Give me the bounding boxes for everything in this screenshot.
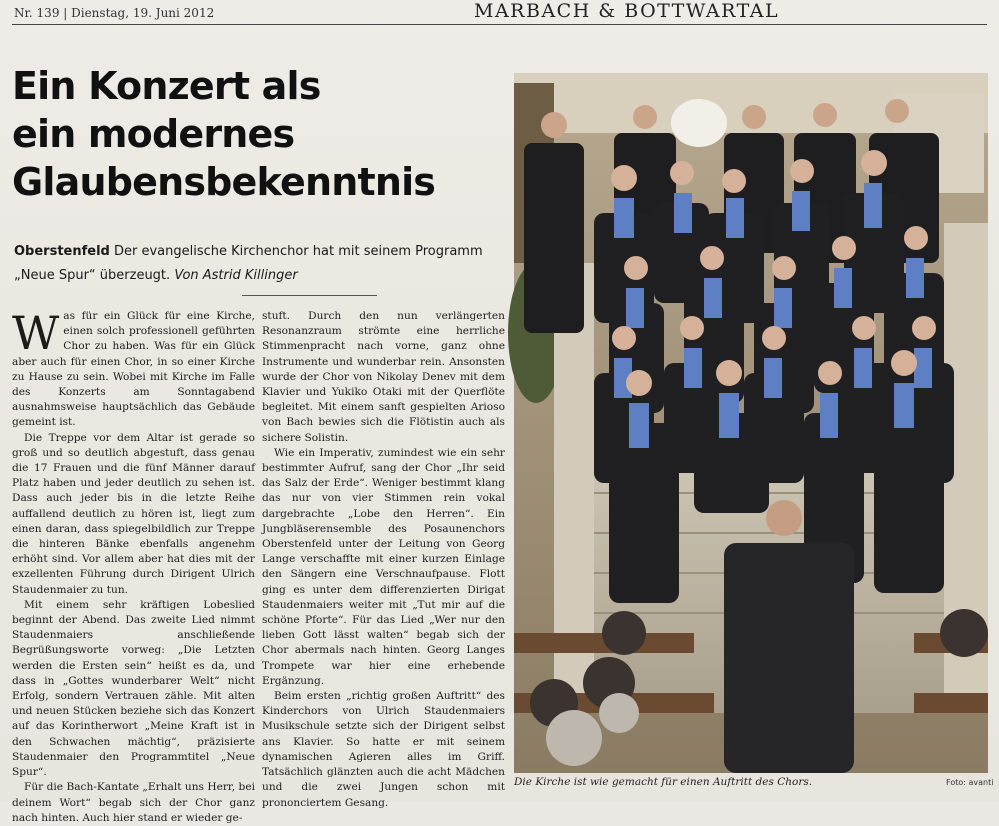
article-paragraph: Was für ein Glück für eine Kirche, einen solch professionell geführten Chor zu haben. Was für ein Glück aber auch für einen Chor, in so einer Kirche zu Hause zu sein. Wobei mit Kirche im Falle des Konzerts am Sonntagabend ausnahmsweise hauptsächlich das Gebäude gemeint ist. xyxy=(12,306,255,429)
article-paragraph: Wie ein Imperativ, zumindest wie ein sehr bestimmter Aufruf, sang der Chor „Ihr seid das Salz der Erde“. Weniger bestimmt klang das nur von vier Stimmen rein vokal dargebrachte „Lobe den Herren“. Ein Jungbläserensemble des Posaunenchors Oberstenfeld unter der Leitung von Georg Lange verschaffte mit einer kurzen Einlage den Sängern eine Verschnaufpause. Flott ging es unter dem differenzierten Dirigat Staudenmaiers weiter mit „Tut mir auf die schöne Pforte“. Für das Lied „Wer nur den lieben Gott lässt walten“ begab sich der Chor abermals nach hinten. Georg Langes Trompete war hier eine erhebende Ergänzung. xyxy=(262,446,505,687)
issue-info: Nr. 139 | Dienstag, 19. Juni 2012 xyxy=(14,6,215,20)
article-headline xyxy=(12,62,492,206)
headline-line: ein modernes xyxy=(12,112,295,156)
dropcap: W xyxy=(12,306,60,360)
headline-line: Glaubensbekenntnis xyxy=(12,160,436,204)
section-title: MARBACH & BOTTWARTAL xyxy=(474,0,780,22)
article-subhead xyxy=(14,240,504,288)
header-rule xyxy=(12,24,987,25)
article-column-1 xyxy=(12,306,255,826)
article-paragraph: Die Treppe vor dem Altar ist gerade so groß und so deutlich abgestuft, dass genau die 17 Frauen und die fünf Männer darauf Platz haben und jeder deutlich zu sehen ist. Dass auch jeder bis in die letzte Reihe auffallend deutlich zu hören ist, liegt zum einen daran, dass spiegelbildlich zur Treppe die hinteren Bänke ebenfalls angenehm erhöht sind. Vor allem aber hat dies mit der exzellenten Führung durch Dirigent Ulrich Staudenmaier zu tun. xyxy=(12,431,255,596)
article-paragraph: Mit einem sehr kräftigen Lobeslied beginnt der Abend. Das zweite Lied nimmt Staudenmaiers anschließende Begrüßungsworte vorweg: „Die Letzten werden die Ersten sein“ heißt es da, und dass in „Gottes wunderbarer Welt“ nicht Erfolg, sondern Vertrauen zähle. Mit alten und neuen Stücken beziehe sich das Konzert auf das Korintherwort „Meine Kraft ist in den Schwachen mächtig“, präzisierte Staudenmaier den Programmtitel „Neue Spur“. xyxy=(12,598,255,779)
article-paragraph: Beim ersten „richtig großen Auftritt“ des Kinderchors von Ulrich Staudenmaiers Musikschule setzte sich der Dirigent selbst ans Klavier. So hatte er mit seinem dynamischen Agieren alles im Griff. Tatsächlich glänzten auch die acht Mädchen und die zwei Jungen schon mit prononciertem Gesang. xyxy=(262,690,505,809)
article-paragraph: Für die Bach-Kantate „Erhalt uns Herr, bei deinem Wort“ begab sich der Chor ganz nach hinten. Auch hier stand er wieder ge- xyxy=(12,781,255,824)
subhead-text: Der evangelische Kirchenchor hat mit seinem Programm „Neue Spur“ überzeugt. xyxy=(14,244,483,283)
photo-caption: Die Kirche ist wie gemacht für einen Auftritt des Chors. xyxy=(514,776,813,788)
subhead-rule xyxy=(242,295,377,296)
photo-credit: Foto: avanti xyxy=(946,778,994,787)
article-column-2 xyxy=(262,309,505,811)
article-paragraph: stuft. Durch den nun verlängerten Resonanzraum strömte eine herrliche Stimmenpracht nach vorne, ganz ohne Instrumente und wunderbar rein. Ansonsten wurde der Chor von Nikolay Denev mit dem Klavier und Yukiko Otaki mit der Querflöte begleitet. Mit einem sanft gespielten Arioso von Bach bewies sich die Flötistin auch als sichere Solistin. xyxy=(262,310,505,444)
headline-line: Ein Konzert als xyxy=(12,64,321,108)
byline: Von Astrid Killinger xyxy=(174,268,298,283)
choir-photo-illustration xyxy=(514,73,988,773)
subhead-location: Oberstenfeld xyxy=(14,244,110,259)
choir-photo xyxy=(514,73,988,773)
